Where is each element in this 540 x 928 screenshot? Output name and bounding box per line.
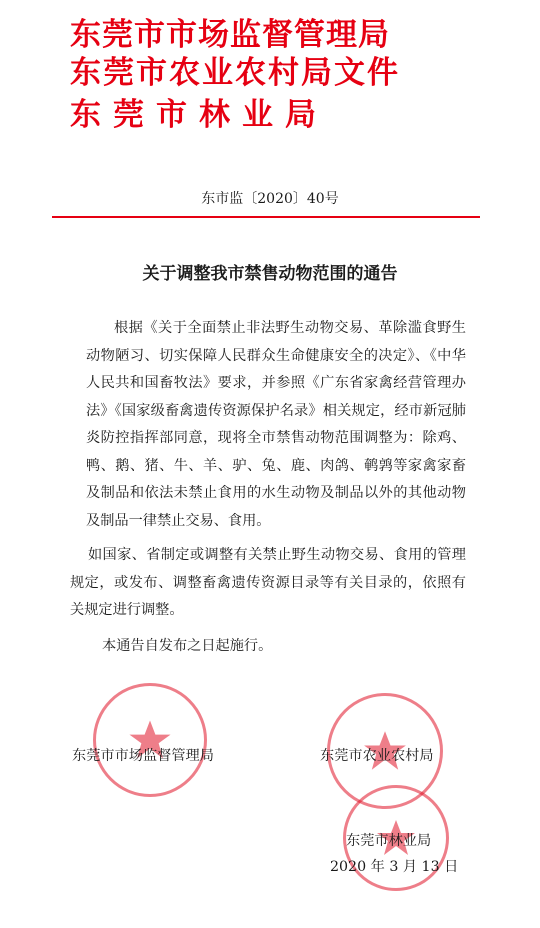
document-number: 东市监〔2020〕40号: [201, 191, 339, 207]
body-paragraph-2: 如国家、省制定或调整有关禁止野生动物交易、食用的管理规定，或发布、调整畜禽遗传资源目录等有关目录的，依照有关规定进行调整。: [70, 547, 466, 618]
signature-market-supervision: 东莞市市场监督管理局: [72, 748, 214, 764]
signature-date: 2020 年 3 月 13 日: [330, 859, 459, 875]
header-line-forestry: 东莞市林业局: [70, 97, 328, 133]
official-seal-icon: [93, 683, 207, 797]
signature-forestry: 东莞市林业局: [346, 833, 432, 849]
document-title: 关于调整我市禁售动物范围的通告: [142, 264, 398, 284]
header-line-market-supervision: 东莞市市场监督管理局: [70, 17, 390, 53]
body-paragraph-3: 本通告自发布之日起施行。: [102, 638, 273, 654]
signature-agriculture: 东莞市农业农村局: [320, 748, 434, 764]
header-line-agriculture-file: 东莞市农业农村局文件: [70, 55, 400, 91]
red-separator-line: [52, 216, 480, 218]
body-paragraph-1: 根据《关于全面禁止非法野生动物交易、革除滥食野生动物陋习、切实保障人民群众生命健康安全的决定》、《中华人民共和国畜牧法》要求，并参照《广东省家禽经营管理办法》《国家级畜禽遗传资源保护名录》相关规定，经市新冠肺炎防控指挥部同意，现将全市禁售动物范围调整为：除鸡、鸭、鹅、猪、牛、羊、驴、兔、鹿、肉鸽、鹌鹑等家禽家畜及制品和依法未禁止食用的水生动物及制品以外的其他动物及制品一律禁止交易、食用。: [86, 320, 466, 529]
